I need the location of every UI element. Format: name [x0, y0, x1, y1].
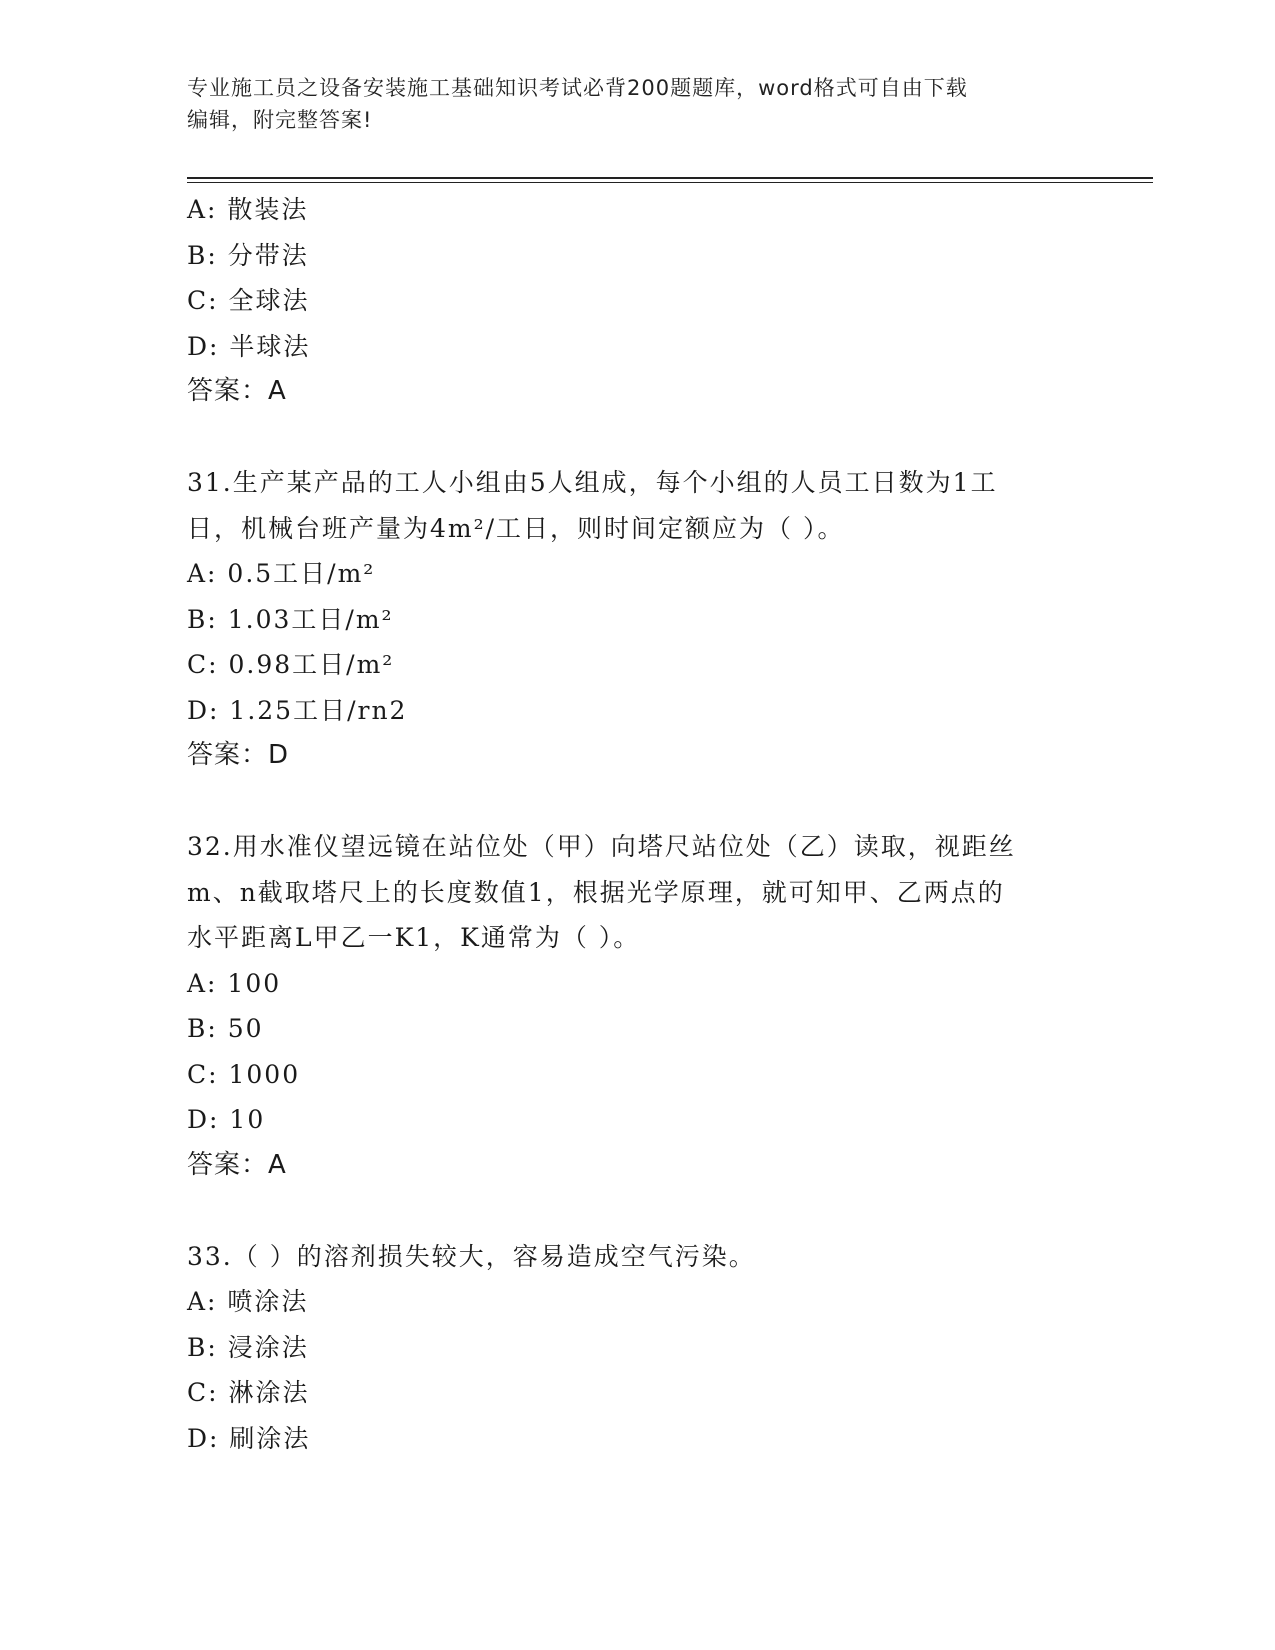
question-text-line: 32.用水准仪望远镜在站位处（甲）向塔尺站位处（乙）读取，视距丝: [187, 832, 1016, 861]
option-b: B: 50: [187, 1014, 264, 1043]
spacer: [187, 415, 1087, 461]
option-c: C: 1000: [187, 1059, 301, 1089]
question-text-line: m、n截取塔尺上的长度数值1，根据光学原理，就可知甲、乙两点的: [187, 877, 1005, 907]
option-c: C: 全球法: [187, 286, 310, 315]
question-31: [187, 460, 1087, 779]
question-text-line: 日，机械台班产量为4m²/工日，则时间定额应为（ ）。: [187, 513, 845, 543]
option-d: D: 刷涂法: [187, 1423, 311, 1453]
document-header: [187, 72, 1087, 136]
option-d: D: 半球法: [187, 331, 311, 361]
option-c: C: 淋涂法: [187, 1378, 310, 1407]
header-divider-thick: [187, 177, 1153, 179]
option-b: B: 分带法: [187, 240, 309, 270]
question-text-line: 33.（ ）的溶剂损失较大，容易造成空气污染。: [187, 1241, 756, 1271]
spacer: [187, 779, 1087, 825]
header-line-1: 专业施工员之设备安装施工基础知识考试必背200题题库，word格式可自由下载: [187, 76, 968, 100]
question-33: [187, 1234, 1087, 1462]
question-30: [187, 187, 1087, 415]
spacer: [187, 1188, 1087, 1234]
header-divider-thin: [187, 182, 1153, 183]
answer-line: 答案：A: [187, 1149, 287, 1180]
option-d: D: 1.25工日/rn2: [187, 695, 408, 725]
option-a: A: 0.5工日/m²: [187, 559, 376, 588]
question-text-line: 31.生产某产品的工人小组由5人组成，每个小组的人员工日数为1工: [187, 468, 998, 497]
question-32: [187, 824, 1087, 1188]
option-d: D: 10: [187, 1105, 266, 1134]
header-line-2: 编辑，附完整答案!: [187, 108, 373, 132]
answer-line: 答案：A: [187, 376, 287, 406]
question-text-line: 水平距离L甲乙一K1，K通常为（ ）。: [187, 923, 641, 952]
option-b: B: 浸涂法: [187, 1332, 309, 1362]
document-body: [187, 187, 1087, 1461]
option-c: C: 0.98工日/m²: [187, 650, 395, 679]
option-a: A: 喷涂法: [187, 1287, 309, 1316]
option-a: A: 100: [187, 968, 282, 998]
option-b: B: 1.03工日/m²: [187, 604, 394, 634]
answer-line: 答案：D: [187, 740, 290, 770]
option-a: A: 散装法: [187, 195, 309, 224]
